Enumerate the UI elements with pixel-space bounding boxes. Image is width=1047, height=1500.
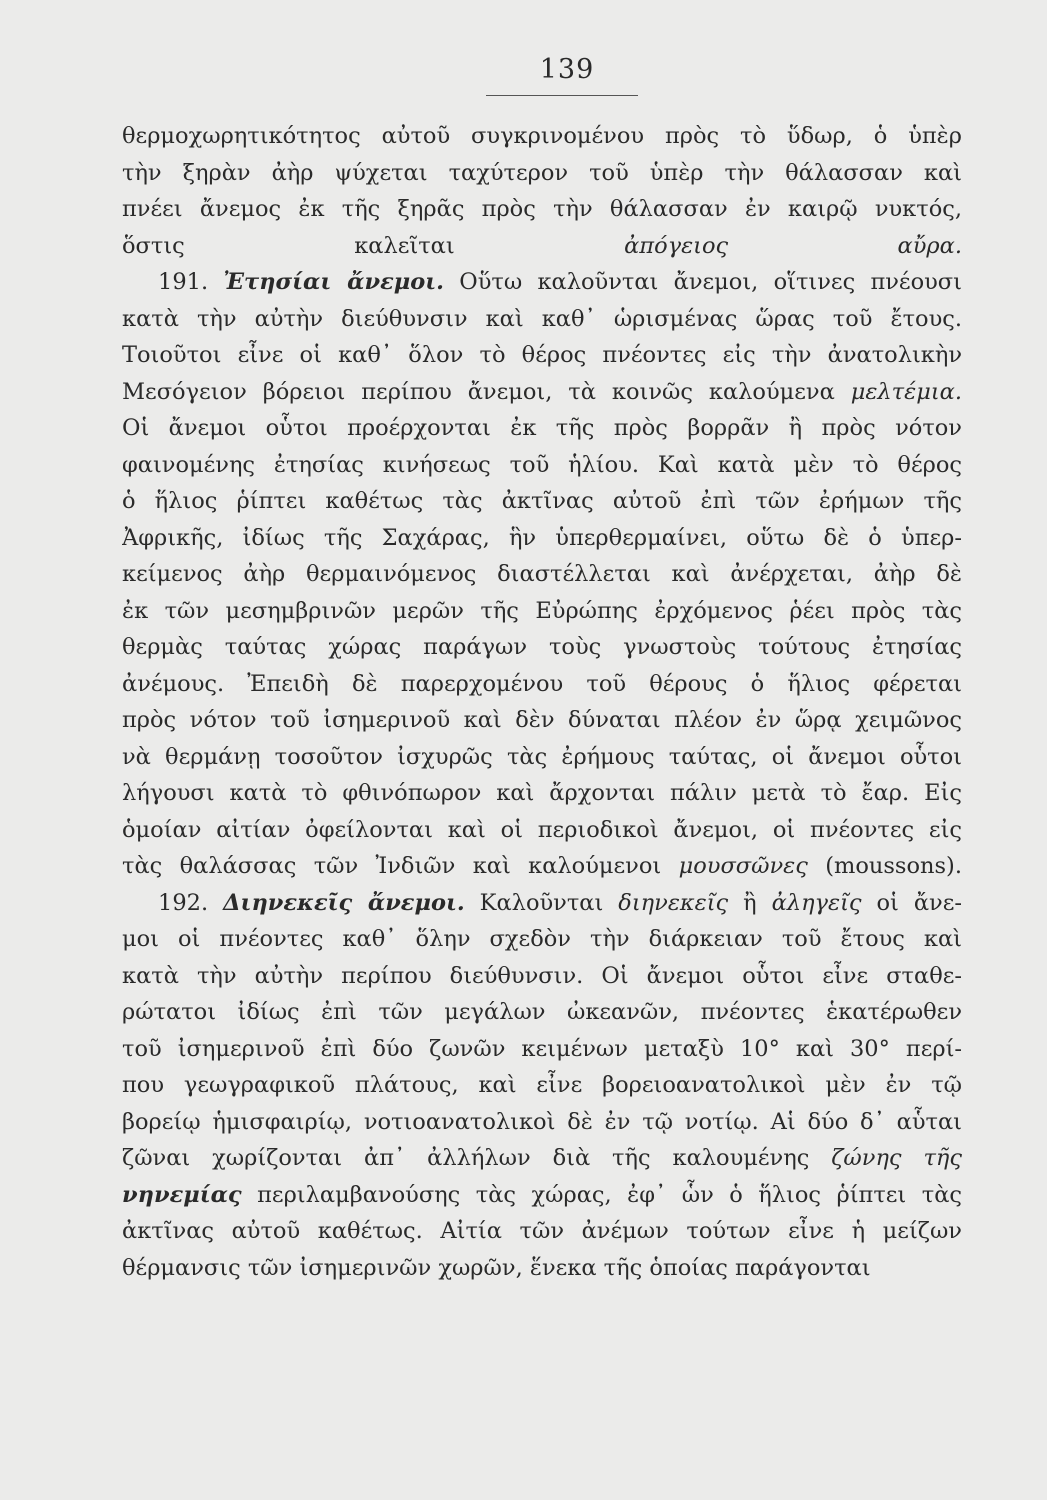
text-segment: κείμενος ἀὴρ θερμαινόμενος διαστέλλεται καὶ ἀνέρχεται, ἀὴρ δὲ — [122, 561, 962, 587]
text-line — [122, 848, 962, 885]
text-segment: κατὰ τὴν αὐτὴν περίπου διεύθυνσιν. Οἱ ἄνεμοι οὗτοι εἶνε σταθε- — [122, 962, 962, 989]
text-segment: ἀνέμους. Ἐπειδὴ δὲ παρερχομένου τοῦ θέρους ὁ ἥλιος φέρεται — [122, 670, 962, 697]
text-line — [122, 812, 962, 849]
text-segment: ἀπόγειος αὔρα. — [624, 232, 962, 259]
header-rule — [486, 95, 638, 96]
text-line — [122, 155, 962, 192]
text-segment: θέρμανσις τῶν ἰσημερινῶν χωρῶν, ἕνεκα τῆς ὁποίας παράγονται — [122, 1254, 871, 1281]
text-line — [122, 593, 962, 630]
text-segment: Μεσόγειον βόρειοι περίπου ἄνεμοι, τὰ κοινῶς καλούμενα — [122, 378, 851, 405]
text-line — [122, 118, 962, 155]
text-segment: Οὕτω καλοῦνται ἄνεμοι, οἵτινες πνέουσι — [443, 269, 962, 295]
text-segment: περιλαμβανούσης τὰς χώρας, ἐφ᾽ ὧν ὁ ἥλιος ῥίπτει τὰς — [241, 1181, 962, 1208]
text-line — [122, 775, 962, 812]
text-line — [122, 1250, 962, 1287]
text-segment: ἀκτῖνας αὐτοῦ καθέτως. Αἰτία τῶν ἀνέμων τούτων εἶνε ἡ μείζων — [122, 1218, 962, 1244]
text-line — [122, 629, 962, 666]
text-line — [122, 556, 962, 593]
text-segment: 192. — [158, 889, 224, 916]
text-segment: βορείῳ ἡμισφαιρίῳ, νοτιοανατολικοὶ δὲ ἐν τῷ νοτίῳ. Αἱ δύο δ᾽ αὗται — [122, 1108, 962, 1135]
text-segment: τὰς θαλάσσας τῶν Ἰνδιῶν καὶ καλούμενοι — [122, 853, 679, 879]
text-line — [122, 1104, 962, 1141]
text-line — [122, 1213, 962, 1250]
text-segment: οἱ ἄνε- — [861, 889, 962, 916]
text-segment: νηνεμίας — [122, 1181, 242, 1208]
text-line — [122, 1031, 962, 1068]
text-line — [122, 1067, 962, 1104]
text-segment: ὁ ἥλιος ῥίπτει καθέτως τὰς ἀκτῖνας αὐτοῦ ἐπὶ τῶν ἐρήμων τῆς — [122, 488, 962, 514]
text-line — [122, 483, 962, 520]
text-segment: λήγουσι κατὰ τὸ φθινόπωρον καὶ ἄρχονται πάλιν μετὰ τὸ ἔαρ. Εἰς — [122, 780, 962, 806]
text-segment: θερμοχωρητικότητος αὐτοῦ συγκρινομένου πρὸς τὸ ὕδωρ, ὁ ὑπὲρ — [122, 123, 962, 149]
page-number: 139 — [539, 54, 595, 85]
text-line — [122, 264, 962, 301]
text-segment: ὁμοίαν αἰτίαν ὀφείλονται καὶ οἱ περιοδικοὶ ἄνεμοι, οἱ πνέοντες εἰς — [122, 816, 962, 843]
text-line — [122, 1140, 962, 1177]
text-line — [122, 374, 962, 411]
text-segment: φαινομένης ἐτησίας κινήσεως τοῦ ἡλίου. Καὶ κατὰ μὲν τὸ θέρος — [122, 451, 962, 478]
text-line — [122, 191, 962, 228]
text-line — [122, 520, 962, 557]
text-segment: Ἀφρικῆς, ἰδίως τῆς Σαχάρας, ἣν ὑπερθερμαίνει, οὕτω δὲ ὁ ὑπερ- — [122, 524, 962, 551]
text-line — [122, 994, 962, 1031]
text-segment: ρώτατοι ἰδίως ἐπὶ τῶν μεγάλων ὠκεανῶν, πνέοντες ἑκατέρωθεν — [122, 999, 962, 1025]
body-text — [122, 118, 962, 1286]
text-line — [122, 301, 962, 338]
text-line — [122, 739, 962, 776]
text-segment: μελτέμια. — [850, 378, 962, 405]
text-segment: πνέει ἄνεμος ἐκ τῆς ξηρᾶς πρὸς τὴν θάλασσαν ἐν καιρῷ νυκτός, — [122, 196, 962, 222]
text-line — [122, 228, 962, 265]
text-segment: ὅστις καλεῖται — [122, 232, 625, 259]
text-segment: ζώνης τῆς — [831, 1145, 962, 1171]
text-segment: Καλοῦνται — [464, 889, 619, 916]
text-segment: μοι οἱ πνέοντες καθ᾽ ὅλην σχεδὸν τὴν διάρκειαν τοῦ ἔτους καὶ — [122, 926, 962, 952]
text-segment: κατὰ τὴν αὐτὴν διεύθυνσιν καὶ καθ᾽ ὡρισμένας ὥρας τοῦ ἔτους. — [122, 305, 962, 332]
text-segment: ζῶναι χωρίζονται ἀπ᾽ ἀλλήλων διὰ τῆς καλουμένης — [122, 1145, 832, 1171]
text-segment: θερμὰς ταύτας χώρας παράγων τοὺς γνωστοὺς τούτους ἐτησίας — [122, 634, 962, 660]
text-line — [122, 447, 962, 484]
text-line — [122, 885, 962, 922]
text-segment: (moussons). — [807, 853, 962, 879]
text-line — [122, 337, 962, 374]
text-line — [122, 1177, 962, 1214]
text-segment: τοῦ ἰσημερινοῦ ἐπὶ δύο ζωνῶν κειμένων μεταξὺ 10° καὶ 30° περί- — [122, 1035, 962, 1062]
text-segment: ἢ — [728, 889, 772, 916]
text-segment: τὴν ξηρὰν ἀὴρ ψύχεται ταχύτερον τοῦ ὑπὲρ τὴν θάλασσαν καὶ — [122, 159, 962, 186]
text-segment: Ἐτησίαι ἄνεμοι. — [223, 269, 444, 295]
text-segment: μουσσῶνες — [678, 853, 808, 879]
text-segment: που γεωγραφικοῦ πλάτους, καὶ εἶνε βορειοανατολικοὶ μὲν ἐν τῷ — [122, 1072, 962, 1098]
text-segment: Οἱ ἄνεμοι οὗτοι προέρχονται ἐκ τῆς πρὸς βορρᾶν ἢ πρὸς νότον — [122, 415, 962, 441]
text-segment: πρὸς νότον τοῦ ἰσημερινοῦ καὶ δὲν δύναται πλέον ἐν ὥρᾳ χειμῶνος — [122, 707, 962, 733]
text-segment: Διηνεκεῖς ἄνεμοι. — [223, 889, 465, 916]
text-segment: ἐκ τῶν μεσημβρινῶν μερῶν τῆς Εὐρώπης ἐρχόμενος ῥέει πρὸς τὰς — [122, 597, 962, 624]
text-line — [122, 921, 962, 958]
text-segment: Τοιοῦτοι εἶνε οἱ καθ᾽ ὅλον τὸ θέρος πνέοντες εἰς τὴν ἀνατολικὴν — [122, 342, 962, 368]
text-segment: νὰ θερμάνῃ τοσοῦτον ἰσχυρῶς τὰς ἐρήμους ταύτας, οἱ ἄνεμοι οὗτοι — [122, 743, 962, 770]
text-line — [122, 702, 962, 739]
text-segment: 191. — [158, 269, 224, 295]
text-line — [122, 958, 962, 995]
text-line — [122, 410, 962, 447]
text-segment: διηνεκεῖς — [618, 889, 729, 916]
text-line — [122, 666, 962, 703]
text-segment: ἀληγεῖς — [771, 889, 862, 916]
